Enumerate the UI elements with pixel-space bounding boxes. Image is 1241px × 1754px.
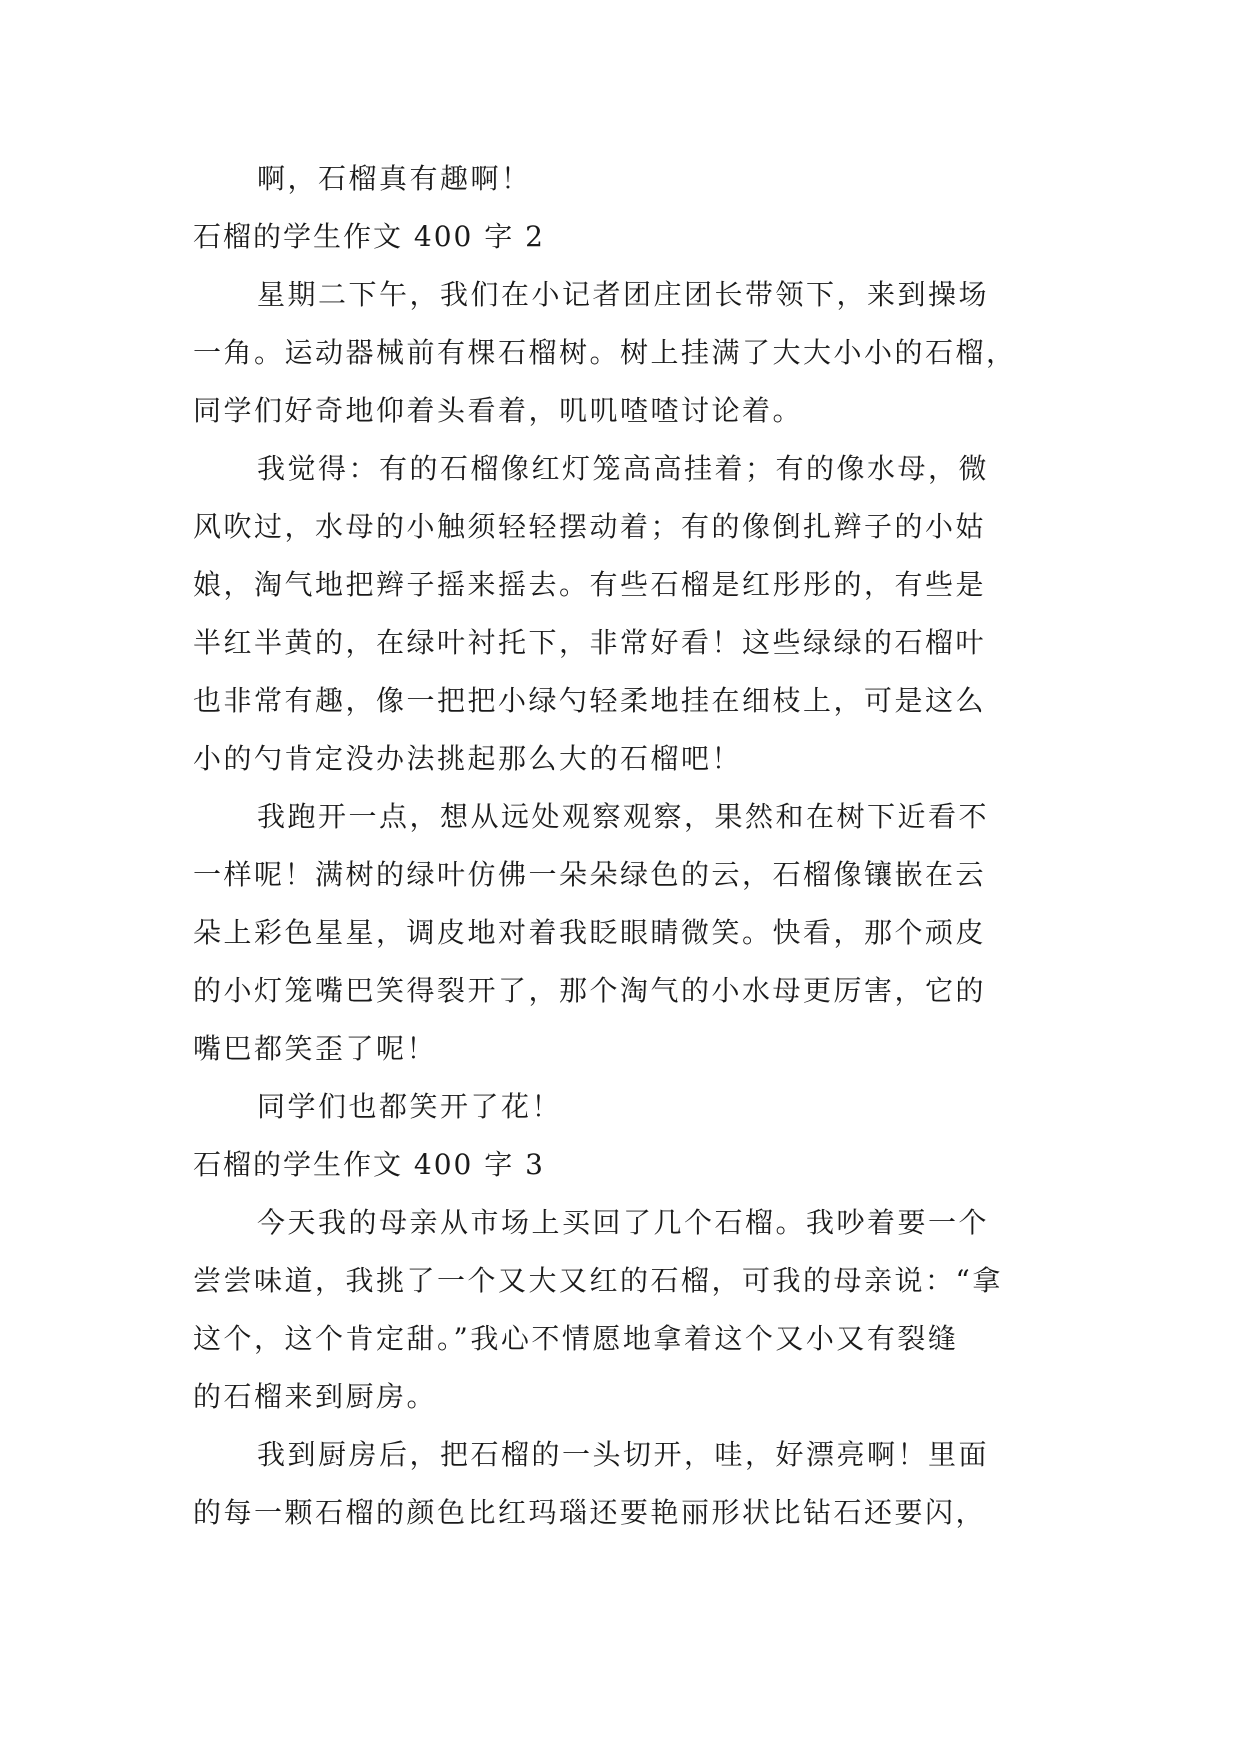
paragraph-line: 尝尝味道，我挑了一个又大又红的石榴，可我的母亲说：“拿 [193,1264,1003,1297]
paragraph-line: 也非常有趣，像一把把小绿勺轻柔地挂在细枝上，可是这么 [193,684,987,717]
paragraph-line: 我觉得：有的石榴像红灯笼高高挂着；有的像水母，微 [257,452,990,485]
document-body [193,150,1055,1542]
paragraph-line: 同学们好奇地仰着头看着，叽叽喳喳讨论着。 [193,394,804,427]
paragraph-line: 啊，石榴真有趣啊！ [257,162,532,195]
paragraph-line: 风吹过，水母的小触须轻轻摆动着；有的像倒扎辫子的小姑 [193,510,987,543]
paragraph-line: 一角。运动器械前有棵石榴树。树上挂满了大大小小的石榴， [193,336,1017,369]
paragraph-line: 的每一颗石榴的颜色比红玛瑙还要艳丽形状比钻石还要闪， [193,1496,987,1529]
paragraph-line: 的小灯笼嘴巴笑得裂开了，那个淘气的小水母更厉害，它的 [193,974,987,1007]
paragraph-line: 的石榴来到厨房。 [193,1380,438,1413]
paragraph-line: 同学们也都笑开了花！ [257,1090,563,1123]
paragraph-line: 我到厨房后，把石榴的一头切开，哇，好漂亮啊！里面 [257,1438,990,1471]
paragraph-line: 我跑开一点，想从远处观察观察，果然和在树下近看不 [257,800,990,833]
paragraph-line: 娘，淘气地把辫子摇来摇去。有些石榴是红彤彤的，有些是 [193,568,987,601]
paragraph-line: 今天我的母亲从市场上买回了几个石榴。我吵着要一个 [257,1206,990,1239]
essay-heading: 石榴的学生作文 400 字 2 [193,220,545,253]
essay-heading: 石榴的学生作文 400 字 3 [193,1148,545,1181]
paragraph-line: 朵上彩色星星，调皮地对着我眨眼睛微笑。快看，那个顽皮 [193,916,987,949]
paragraph-line: 半红半黄的，在绿叶衬托下，非常好看！这些绿绿的石榴叶 [193,626,987,659]
paragraph-line: 星期二下午，我们在小记者团庄团长带领下，来到操场 [257,278,990,311]
paragraph-line: 这个，这个肯定甜。”我心不情愿地拿着这个又小又有裂缝 [193,1322,959,1355]
paragraph-line: 嘴巴都笑歪了呢！ [193,1032,438,1065]
paragraph-line: 小的勺肯定没办法挑起那么大的石榴吧！ [193,742,743,775]
paragraph-line: 一样呢！满树的绿叶仿佛一朵朵绿色的云，石榴像镶嵌在云 [193,858,987,891]
